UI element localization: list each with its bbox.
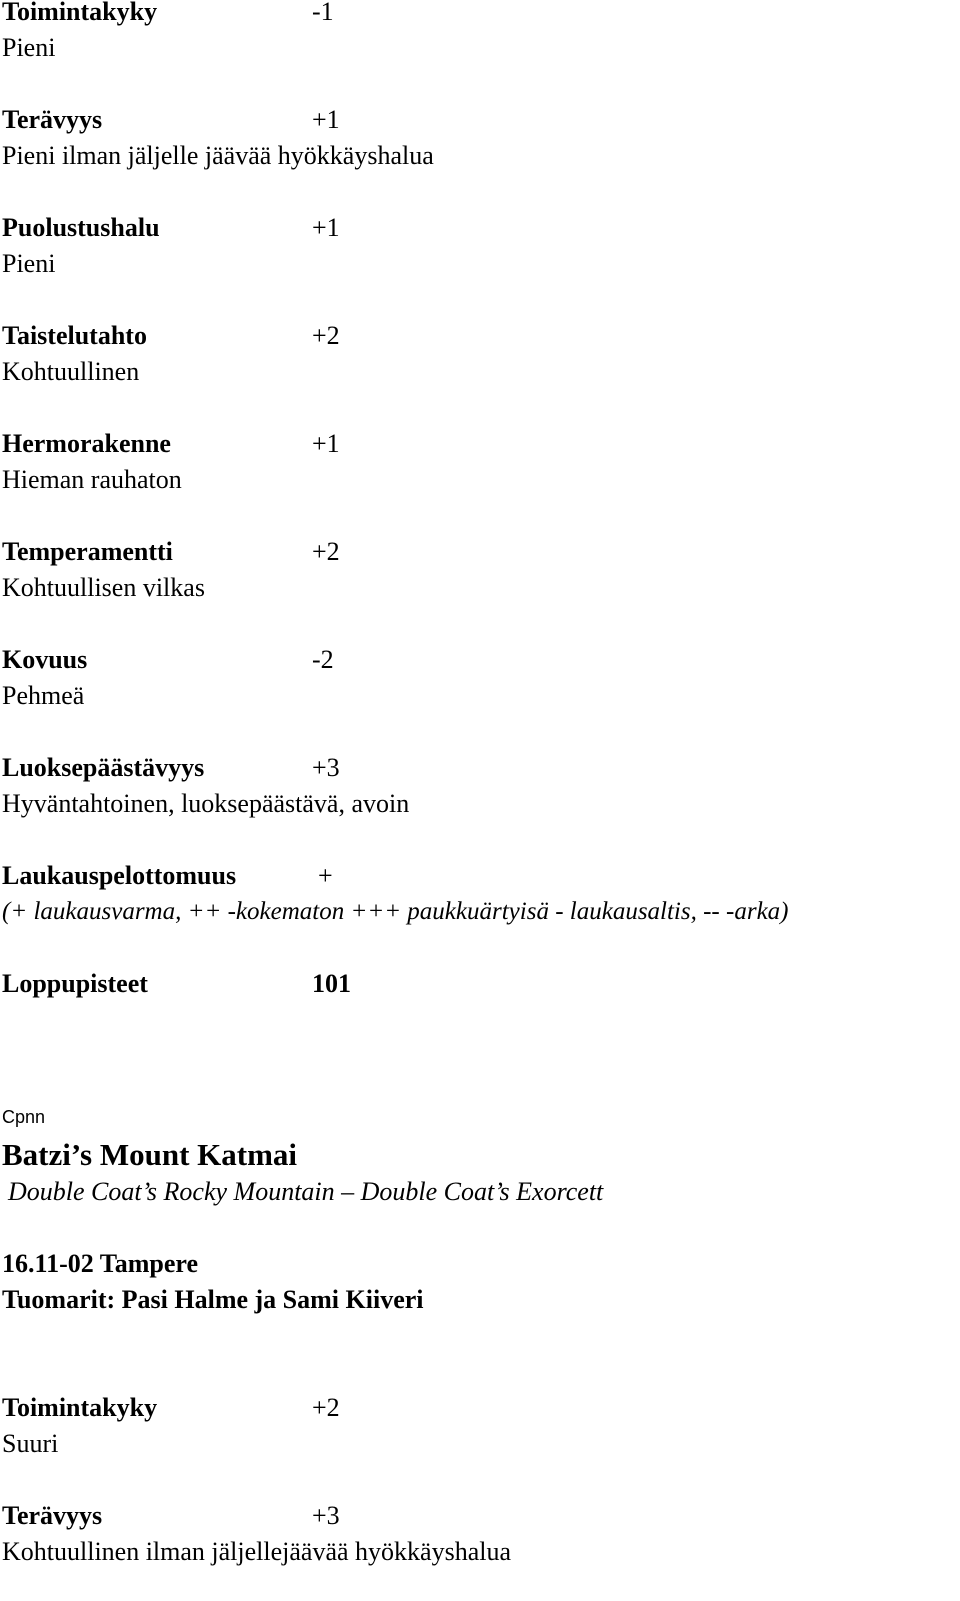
trait-description: Hyväntahtoinen, luoksepäästävä, avoin: [2, 789, 410, 818]
trait-label: Hermorakenne: [2, 429, 171, 458]
trait-score: +2: [312, 1393, 340, 1422]
trait-label: Terävyys: [2, 1501, 103, 1530]
total-label: Loppupisteet: [2, 969, 148, 998]
trait-score: +2: [312, 321, 340, 350]
trait-description: Pieni: [2, 249, 56, 278]
trait-label: Luoksepäästävyys: [2, 753, 205, 782]
test-date-place: 16.11-02 Tampere: [2, 1249, 198, 1278]
trait-label: Laukauspelottomuus: [2, 861, 237, 890]
trait-description: Pieni: [2, 33, 56, 62]
dog-parents: Double Coat’s Rocky Mountain – Double Coat’s Exorcett: [8, 1177, 604, 1206]
trait-description: Hieman rauhaton: [2, 465, 182, 494]
trait-description: Kohtuullisen vilkas: [2, 573, 205, 602]
trait-description: (+ laukausvarma, ++ -kokematon +++ paukkuärtyisä - laukausaltis, -- -arka): [2, 898, 789, 925]
trait-label: Kovuus: [2, 645, 88, 674]
trait-score: +3: [312, 1501, 340, 1530]
trait-score: +1: [312, 429, 340, 458]
trait-description: Kohtuullinen ilman jäljellejäävää hyökkäyshalua: [2, 1537, 512, 1566]
trait-label: Terävyys: [2, 105, 103, 134]
trait-label: Taistelutahto: [2, 321, 147, 350]
trait-description: Suuri: [2, 1429, 59, 1458]
trait-description: Pehmeä: [2, 681, 85, 710]
breed-code: Cpnn: [2, 1107, 46, 1127]
judges: Tuomarit: Pasi Halme ja Sami Kiiveri: [2, 1285, 424, 1314]
trait-score: +2: [312, 537, 340, 566]
trait-score: -1: [312, 0, 334, 26]
trait-score: +1: [312, 105, 340, 134]
trait-score: +1: [312, 213, 340, 242]
trait-score: +3: [312, 753, 340, 782]
trait-description: Pieni ilman jäljelle jäävää hyökkäyshalua: [2, 141, 434, 170]
trait-label: Toimintakyky: [2, 1393, 158, 1422]
trait-score: +: [318, 861, 333, 890]
trait-label: Toimintakyky: [2, 0, 158, 26]
dog-name: Batzi’s Mount Katmai: [2, 1137, 298, 1172]
total-score: 101: [312, 969, 351, 998]
trait-score: -2: [312, 645, 334, 674]
trait-label: Puolustushalu: [2, 213, 160, 242]
trait-description: Kohtuullinen: [2, 357, 140, 386]
trait-label: Temperamentti: [2, 537, 173, 566]
